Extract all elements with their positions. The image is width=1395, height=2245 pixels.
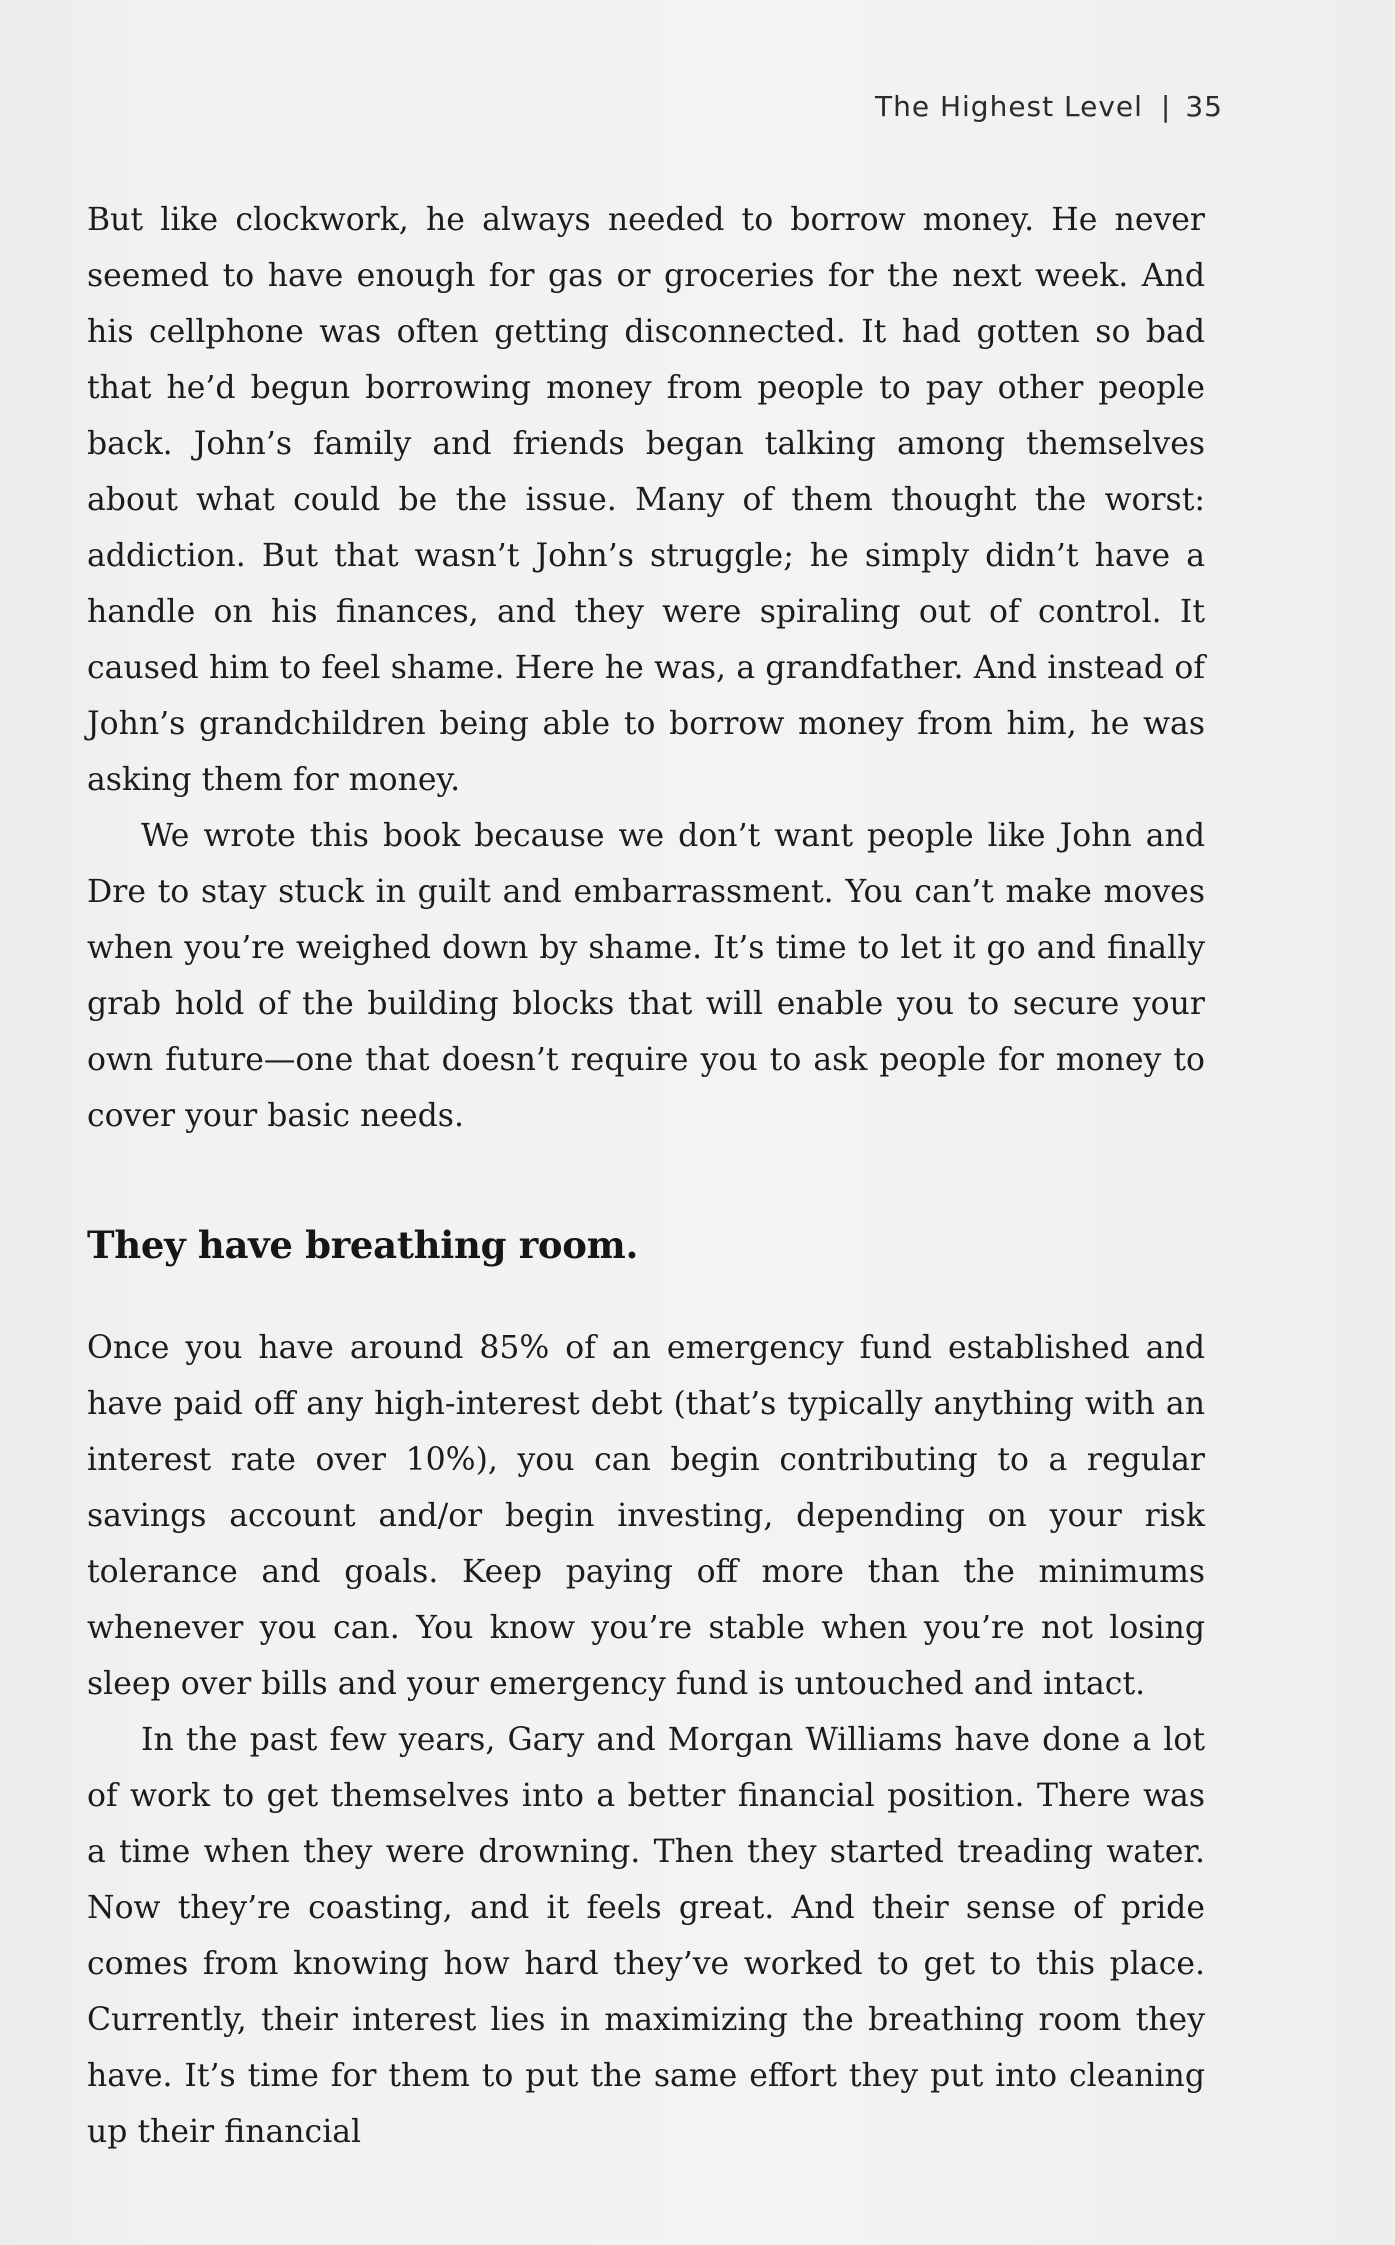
paragraph: But like clockwork, he always needed to borrow money. He never seemed to have enough for gas or groceries for the next week. And his cellphone was often getting disconnected. It had gotten so bad that he’d begun borrowing money from people to pay other people back. John’s family and friends began talking among themselves about what could be the issue. Many of them thought the worst: addiction. But that wasn’t John’s struggle; he simply didn’t have a handle on his finances, and they were spiraling out of control. It caused him to feel shame. Here he was, a grandfather. And instead of John’s grandchildren being able to borrow money from him, he was asking them for money. — [87, 202, 1205, 798]
section-heading: They have breathing room. — [87, 1223, 639, 1267]
paragraph: Once you have around 85% of an emergency fund established and have paid off any high-interest debt (that’s typically anything with an interest rate over 10%), you can begin contributing to a regular savings account and/or begin investing, depending on your risk tolerance and goals. Keep paying off more than the minimums whenever you can. You know you’re stable when you’re not losing sleep over bills and your emergency fund is untouched and intact. — [87, 1330, 1205, 1702]
header-separator: | — [1160, 90, 1172, 123]
running-title: The Highest Level — [874, 90, 1143, 123]
body-text-section-two — [87, 1320, 1205, 2160]
body-text-section-one — [87, 192, 1205, 1144]
running-header — [875, 90, 1223, 123]
page-number: 35 — [1185, 90, 1223, 123]
paragraph: We wrote this book because we don’t want people like John and Dre to stay stuck in guilt and embarrassment. You can’t make moves when you’re weighed down by shame. It’s time to let it go and finally grab hold of the building blocks that will enable you to secure your own future—one that doesn’t require you to ask people for money to cover your basic needs. — [87, 818, 1205, 1134]
paragraph: In the past few years, Gary and Morgan Williams have done a lot of work to get themselves into a better financial position. There was a time when they were drowning. Then they started treading water. Now they’re coasting, and it feels great. And their sense of pride comes from knowing how hard they’ve worked to get to this place. Currently, their interest lies in maximizing the breathing room they have. It’s time for them to put the same effort they put into cleaning up their financial — [87, 1722, 1205, 2150]
